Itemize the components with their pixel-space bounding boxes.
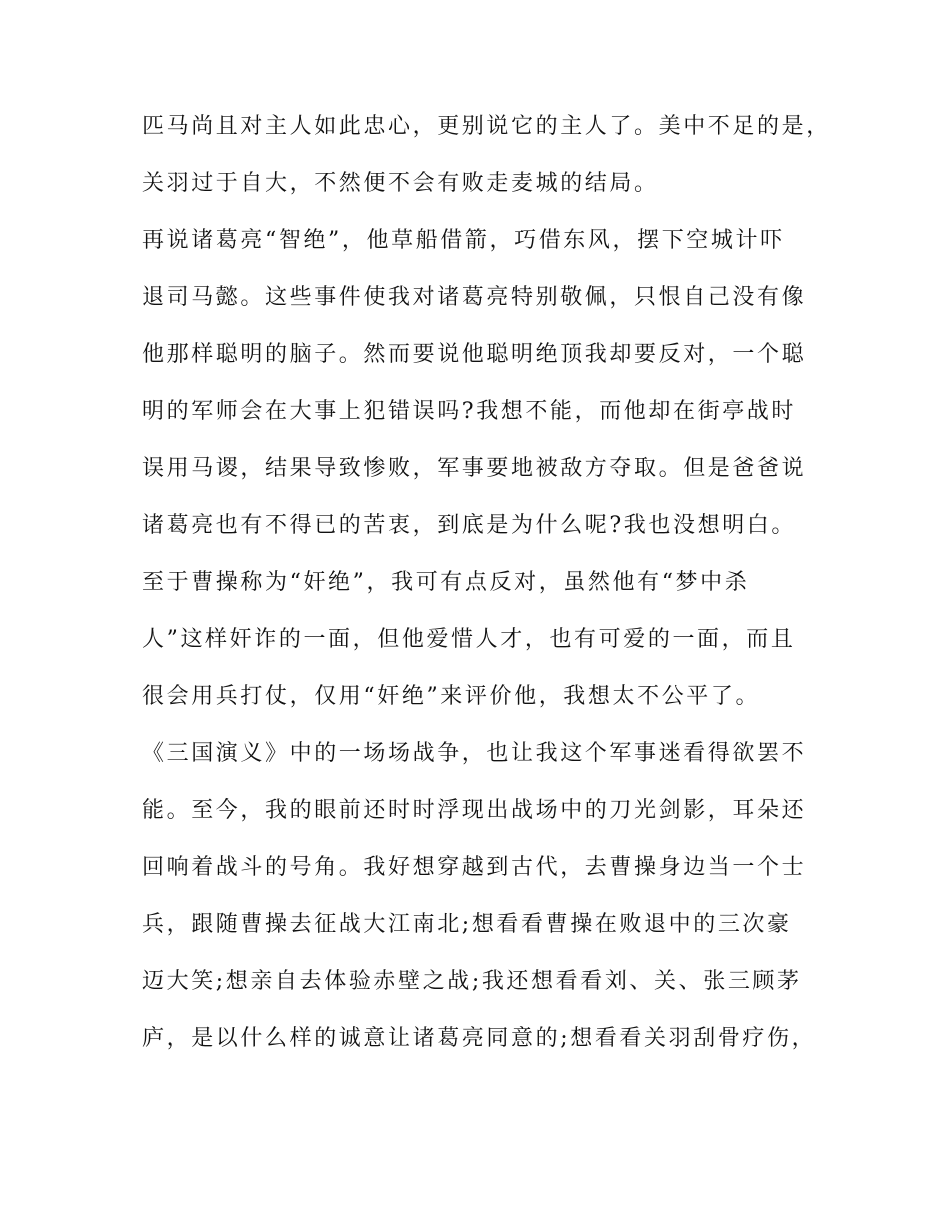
- text-line: 很会用兵打仗，仅用“奸绝”来评价他，我想太不公平了。: [142, 684, 761, 709]
- text-line: 他那样聪明的脑子。然而要说他聪明绝顶我却要反对，一个聪: [142, 342, 807, 367]
- text-line: 退司马懿。这些事件使我对诸葛亮特别敬佩，只恨自己没有像: [142, 285, 807, 310]
- text-line: 明的军师会在大事上犯错误吗?我想不能，而他却在街亭战时: [142, 399, 796, 424]
- text-line: 至于曹操称为“奸绝”，我可有点反对，虽然他有“梦中杀: [142, 570, 750, 595]
- text-line: 能。至今，我的眼前还时时浮现出战场中的刀光剑影，耳朵还: [142, 798, 807, 823]
- text-line: 误用马谡，结果导致惨败，军事要地被敌方夺取。但是爸爸说: [142, 456, 807, 481]
- text-line: 兵，跟随曹操去征战大江南北;想看看曹操在败退中的三次豪: [142, 912, 792, 937]
- text-line: 《三国演义》中的一场场战争，也让我这个军事迷看得欲罢不: [142, 741, 807, 766]
- text-line: 人”这样奸诈的一面，但他爱惜人才，也有可爱的一面，而且: [142, 627, 796, 652]
- text-line: 迈大笑;想亲自去体验赤壁之战;我还想看看刘、关、张三顾茅: [142, 969, 802, 994]
- text-line: 关羽过于自大，不然便不会有败走麦城的结局。: [142, 171, 659, 196]
- text-line: 再说诸葛亮“智绝”，他草船借箭，巧借东风，摆下空城计吓: [142, 228, 785, 253]
- text-line: 诸葛亮也有不得已的苦衷，到底是为什么呢?我也没想明白。: [142, 513, 796, 538]
- text-line: 庐，是以什么样的诚意让诸葛亮同意的;想看看关羽刮骨疗伤，: [142, 1026, 817, 1051]
- text-line: 回响着战斗的号角。我好想穿越到古代，去曹操身边当一个士: [142, 855, 807, 880]
- text-line: 匹马尚且对主人如此忠心，更别说它的主人了。美中不足的是，: [142, 114, 831, 139]
